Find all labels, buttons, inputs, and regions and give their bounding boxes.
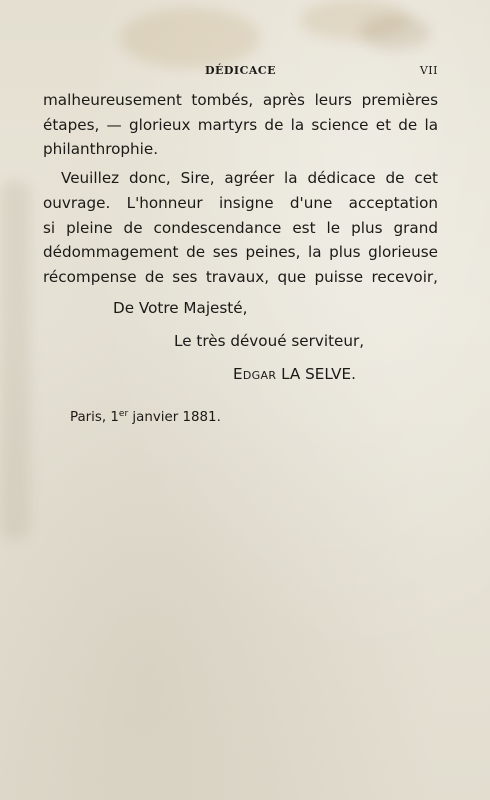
- dateline-place: Paris, 1: [70, 410, 119, 425]
- paper-stain: [0, 180, 30, 540]
- paper-stain: [120, 8, 260, 68]
- paragraph-continued: [43, 88, 438, 162]
- dateline-date: janvier 1881.: [128, 410, 221, 425]
- dateline: [70, 410, 221, 425]
- dateline-ordinal: er: [118, 409, 129, 419]
- text-line: ouvrage. L'honneur insigne d'une acceptation: [43, 193, 438, 212]
- running-head: [43, 64, 438, 82]
- page-number: VII: [419, 64, 438, 77]
- signature-last-name: LA SELVE.: [281, 365, 356, 383]
- running-head-title: DÉDICACE: [204, 64, 277, 77]
- closing-salutation: De Votre Majesté,: [113, 299, 248, 317]
- body-text: [43, 88, 438, 290]
- text-line: si pleine de condescendance est le plus grand: [43, 218, 438, 237]
- text-line: étapes, — glorieux martyrs de la science et de la: [43, 115, 438, 134]
- signature-first-name: Edgar: [233, 365, 277, 383]
- paper-stain: [360, 15, 430, 50]
- text-line: malheureusement tombés, après leurs premières: [43, 91, 438, 109]
- text-line: dédommagement de ses peines, la plus glorieuse: [43, 243, 438, 262]
- text-line: récompense de ses travaux, que puisse recevoir,: [43, 267, 438, 286]
- paragraph-dedication: [43, 166, 438, 290]
- signature: [233, 365, 356, 383]
- text-line: philanthrophie.: [43, 140, 159, 159]
- closing-servant: Le très dévoué serviteur,: [174, 332, 365, 350]
- text-line: Veuillez donc, Sire, agréer la dédicace de cet: [61, 169, 438, 188]
